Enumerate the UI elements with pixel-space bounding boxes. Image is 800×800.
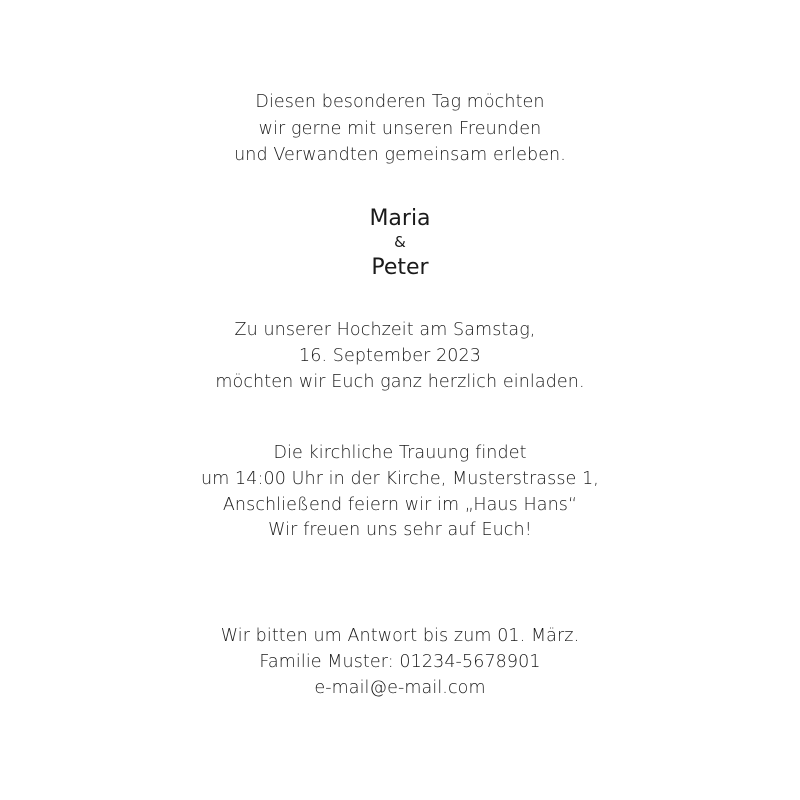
invitation-line-3: möchten wir Euch ganz herzlich einladen. xyxy=(215,372,585,392)
ceremony-line-2: um 14:00 Uhr in der Kirche, Musterstrasse 1, xyxy=(201,469,599,489)
rsvp-email: e-mail@e-mail.com xyxy=(314,678,486,698)
invitation-line-1: Zu unserer Hochzeit am Samstag, xyxy=(234,320,536,340)
ceremony-line-4: Wir freuen uns sehr auf Euch! xyxy=(268,520,532,540)
ceremony-line-1: Die kirchliche Trauung findet xyxy=(273,443,527,463)
ceremony-line-3: Anschließend feiern wir im „Haus Hans“ xyxy=(222,495,578,515)
bride-name: Maria xyxy=(369,206,431,231)
intro-line-1: Diesen besonderen Tag möchten xyxy=(255,92,545,112)
groom-name: Peter xyxy=(371,255,429,280)
ampersand: & xyxy=(394,233,406,251)
invitation-date: 16. September 2023 xyxy=(298,346,482,366)
rsvp-deadline: Wir bitten um Antwort bis zum 01. März. xyxy=(220,626,580,646)
intro-line-3: und Verwandten gemeinsam erleben. xyxy=(234,145,566,165)
intro-line-2: wir gerne mit unseren Freunden xyxy=(258,119,542,139)
rsvp-phone: Familie Muster: 01234-5678901 xyxy=(259,652,541,672)
